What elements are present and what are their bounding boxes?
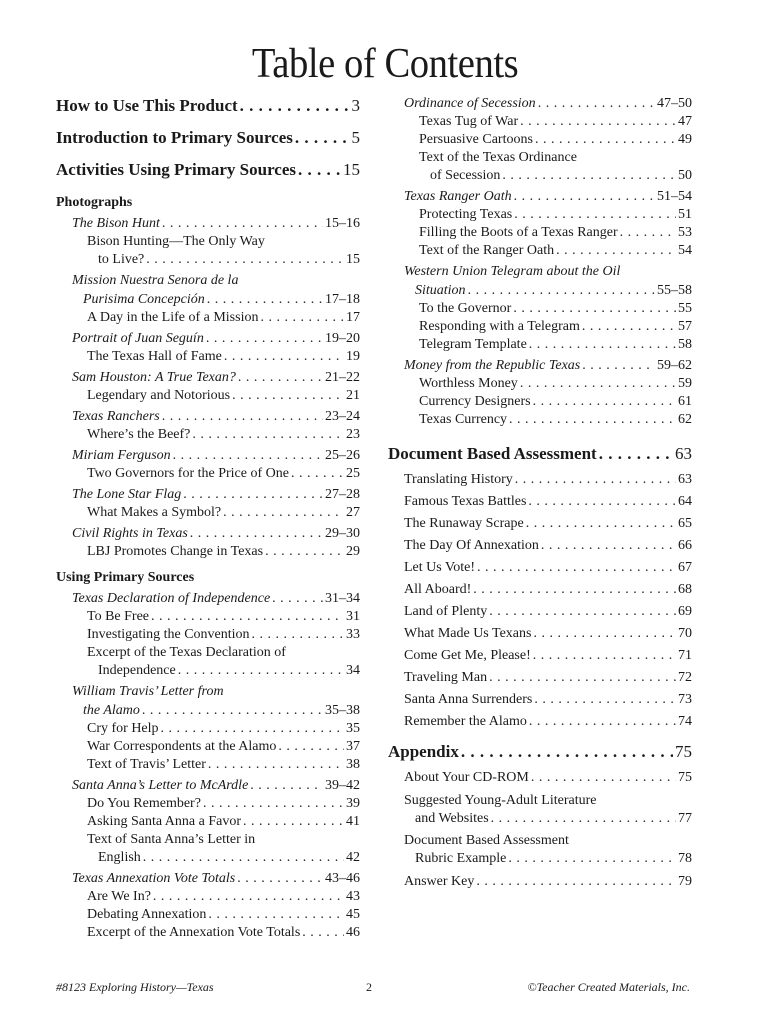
toc-subentry-line[interactable]: Excerpt of the Texas Declaration of — [87, 645, 286, 660]
toc-entry[interactable]: Miriam Ferguson . . . 25–26 — [56, 446, 360, 465]
toc-subentry[interactable]: English . . . 42 — [56, 849, 360, 867]
dba-item[interactable]: The Runaway Scrape . . . 65 — [388, 513, 692, 535]
toc-entry[interactable]: Texas Declaration of Independence . . . 31–34 — [56, 589, 360, 608]
toc-entry[interactable]: Situation . . . 55–58 — [388, 281, 692, 300]
toc-subentry[interactable]: Two Governors for the Price of One . . . 25 — [56, 465, 360, 483]
dba-item[interactable]: Land of Plenty . . . 69 — [388, 601, 692, 623]
dba-item[interactable]: The Day Of Annexation . . . 66 — [388, 535, 692, 557]
section-heading-primary-sources: Using Primary Sources — [56, 570, 195, 585]
toc-subentry[interactable]: Excerpt of the Annexation Vote Totals . . . 46 — [56, 924, 360, 942]
toc-subentry-line[interactable]: Bison Hunting—The Only Way — [87, 234, 265, 249]
toc-subentry[interactable]: to Live? . . . 15 — [56, 251, 360, 269]
dba-item[interactable]: What Made Us Texans . . . 70 — [388, 623, 692, 645]
toc-subentry[interactable]: Responding with a Telegram . . . 57 — [388, 318, 692, 336]
dba-list — [388, 469, 692, 733]
toc-entry[interactable]: The Bison Hunt . . . 15–16 — [56, 214, 360, 233]
toc-entry[interactable]: Santa Anna’s Letter to McArdle . . . 39–42 — [56, 776, 360, 795]
toc-entry-line[interactable]: Mission Nuestra Senora de la — [72, 273, 239, 288]
toc-subentry[interactable]: Persuasive Cartoons . . . 49 — [388, 131, 692, 149]
toc-major-entry[interactable]: How to Use This Product . . . 3 — [56, 94, 360, 126]
toc-entry[interactable]: Ordinance of Secession . . . 47–50 — [388, 94, 692, 113]
footer-product-id: #8123 Exploring History—Texas — [56, 980, 214, 994]
toc-entry-line[interactable]: Suggested Young-Adult Literature — [404, 793, 597, 808]
footer-copyright: ©Teacher Created Materials, Inc. — [527, 980, 690, 994]
toc-major-entry[interactable]: Activities Using Primary Sources . . . 15 — [56, 158, 360, 190]
page-title: Table of Contents — [251, 41, 519, 87]
toc-subentry[interactable]: Independence . . . 34 — [56, 662, 360, 680]
toc-entry[interactable]: The Lone Star Flag . . . 27–28 — [56, 485, 360, 504]
toc-subentry[interactable]: Are We In? . . . 43 — [56, 888, 360, 906]
toc-subentry[interactable]: LBJ Promotes Change in Texas . . . 29 — [56, 543, 360, 561]
section-heading-photographs: Photographs — [56, 195, 133, 210]
toc-subentry-line[interactable]: Text of the Texas Ordinance — [419, 150, 577, 165]
dba-item[interactable]: Let Us Vote! . . . 67 — [388, 557, 692, 579]
toc-subentry[interactable]: Debating Annexation . . . 45 — [56, 906, 360, 924]
toc-entry[interactable]: Sam Houston: A True Texan? . . . 21–22 — [56, 368, 360, 387]
toc-subentry[interactable]: The Texas Hall of Fame . . . 19 — [56, 348, 360, 366]
toc-entry-line[interactable]: William Travis’ Letter from — [72, 684, 224, 699]
toc-subentry[interactable]: Asking Santa Anna a Favor . . . 41 — [56, 813, 360, 831]
toc-entry[interactable]: About Your CD-ROM . . . 75 — [388, 767, 692, 789]
toc-major-entry-dba[interactable]: Document Based Assessment . . . 63 — [388, 443, 692, 469]
toc-subentry[interactable]: Texas Tug of War . . . 47 — [388, 113, 692, 131]
toc-subentry[interactable]: Text of Travis’ Letter . . . 38 — [56, 756, 360, 774]
toc-subentry[interactable]: Do You Remember? . . . 39 — [56, 795, 360, 813]
toc-subentry[interactable]: Investigating the Convention . . . 33 — [56, 626, 360, 644]
dba-item[interactable]: Santa Anna Surrenders . . . 73 — [388, 689, 692, 711]
dba-item[interactable]: Traveling Man . . . 72 — [388, 667, 692, 689]
toc-subentry[interactable]: Legendary and Notorious . . . 21 — [56, 387, 360, 405]
toc-subentry[interactable]: Protecting Texas . . . 51 — [388, 206, 692, 224]
toc-subentry[interactable]: Telegram Template . . . 58 — [388, 336, 692, 354]
toc-subentry[interactable]: War Correspondents at the Alamo . . . 37 — [56, 738, 360, 756]
toc-right-column — [388, 94, 692, 893]
toc-subentry-line[interactable]: Text of Santa Anna’s Letter in — [87, 832, 256, 847]
toc-entry[interactable]: Texas Ranchers . . . 23–24 — [56, 407, 360, 426]
toc-entry[interactable]: and Websites . . . 77 — [388, 810, 692, 828]
toc-entry[interactable]: Money from the Republic Texas . . . 59–62 — [388, 356, 692, 375]
toc-entry[interactable]: Purisima Concepción . . . 17–18 — [56, 290, 360, 309]
toc-subentry[interactable]: A Day in the Life of a Mission . . . 17 — [56, 309, 360, 327]
toc-subentry[interactable]: Worthless Money . . . 59 — [388, 375, 692, 393]
toc-entry[interactable]: Texas Annexation Vote Totals . . . 43–46 — [56, 869, 360, 888]
dba-item[interactable]: Famous Texas Battles . . . 64 — [388, 491, 692, 513]
toc-subentry[interactable]: To Be Free . . . 31 — [56, 608, 360, 626]
toc-subentry[interactable]: of Secession . . . 50 — [388, 167, 692, 185]
toc-subentry[interactable]: Cry for Help . . . 35 — [56, 720, 360, 738]
dba-item[interactable]: Come Get Me, Please! . . . 71 — [388, 645, 692, 667]
toc-entry[interactable]: Civil Rights in Texas . . . 29–30 — [56, 524, 360, 543]
toc-subentry[interactable]: To the Governor . . . 55 — [388, 300, 692, 318]
toc-left-column — [56, 94, 360, 942]
toc-subentry[interactable]: Where’s the Beef? . . . 23 — [56, 426, 360, 444]
toc-subentry[interactable]: Text of the Ranger Oath . . . 54 — [388, 242, 692, 260]
toc-entry[interactable]: Answer Key . . . 79 — [388, 871, 692, 893]
dba-item[interactable]: All Aboard! . . . 68 — [388, 579, 692, 601]
toc-entry-line[interactable]: Document Based Assessment — [404, 833, 569, 848]
toc-subentry[interactable]: What Makes a Symbol? . . . 27 — [56, 504, 360, 522]
toc-entry[interactable]: Texas Ranger Oath . . . 51–54 — [388, 187, 692, 206]
dba-item[interactable]: Translating History . . . 63 — [388, 469, 692, 491]
toc-major-entry[interactable]: Introduction to Primary Sources . . . 5 — [56, 126, 360, 158]
dba-item[interactable]: Remember the Alamo . . . 74 — [388, 711, 692, 733]
toc-major-entry-appendix[interactable]: Appendix . . . 75 — [388, 741, 692, 767]
toc-entry-line[interactable]: Western Union Telegram about the Oil — [404, 264, 621, 279]
toc-entry[interactable]: Rubric Example . . . 78 — [388, 850, 692, 868]
toc-subentry[interactable]: Filling the Boots of a Texas Ranger . . . 53 — [388, 224, 692, 242]
toc-entry[interactable]: the Alamo . . . 35–38 — [56, 701, 360, 720]
toc-subentry[interactable]: Currency Designers . . . 61 — [388, 393, 692, 411]
page-number: 2 — [366, 980, 372, 994]
toc-subentry[interactable]: Texas Currency . . . 62 — [388, 411, 692, 429]
toc-entry[interactable]: Portrait of Juan Seguín . . . 19–20 — [56, 329, 360, 348]
